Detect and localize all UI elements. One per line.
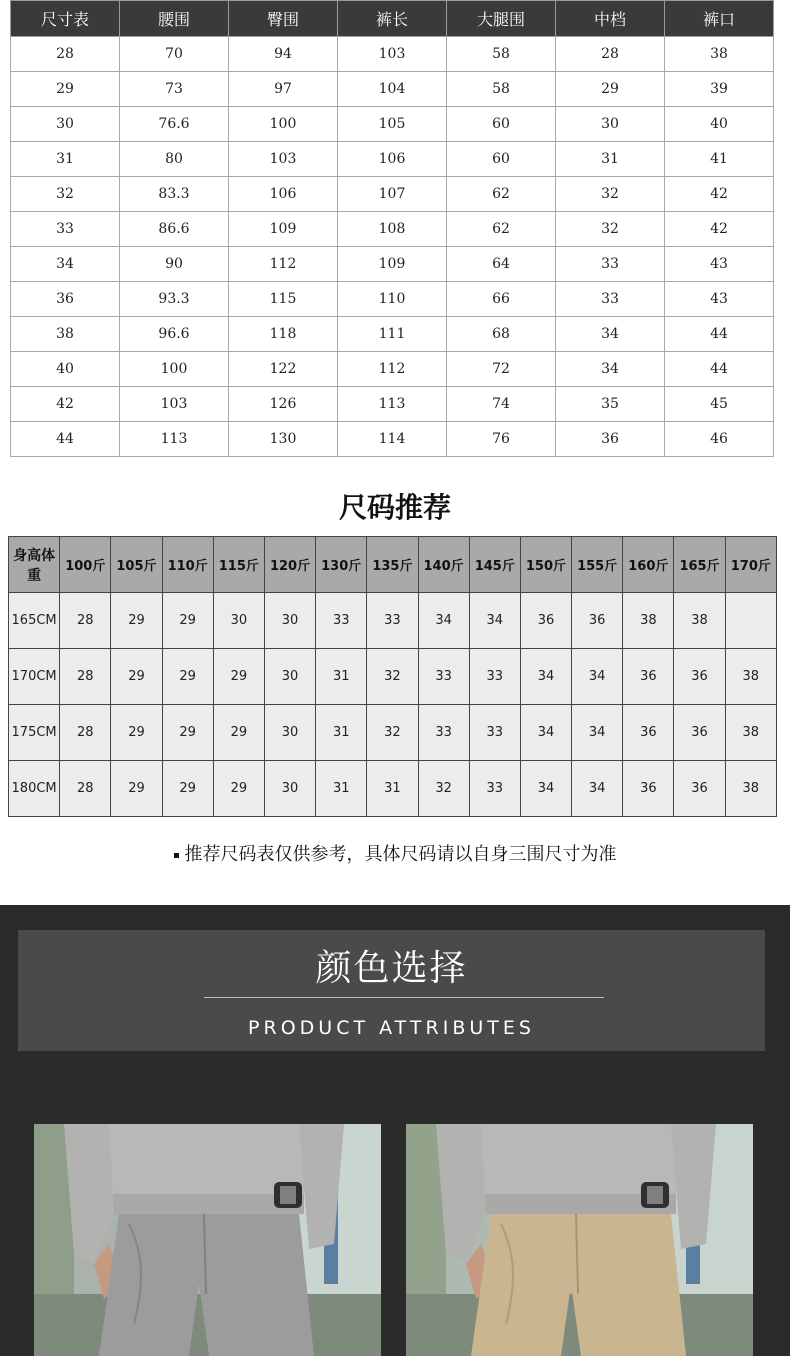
size-table-cell: 28 <box>556 37 665 72</box>
recommendation-cell: 32 <box>367 649 418 705</box>
size-table-row <box>11 107 774 142</box>
size-table-cell: 41 <box>665 142 774 177</box>
size-table-cell: 40 <box>11 352 120 387</box>
size-table-cell: 28 <box>11 37 120 72</box>
recommendation-header-cell: 160斤 <box>623 537 674 593</box>
recommendation-cell: 30 <box>213 593 264 649</box>
recommendation-cell: 29 <box>162 649 213 705</box>
size-table-cell: 109 <box>229 212 338 247</box>
recommendation-title: 尺码推荐 <box>338 491 451 524</box>
recommendation-row <box>9 649 777 705</box>
size-table-cell: 111 <box>338 317 447 352</box>
recommendation-cell: 33 <box>367 593 418 649</box>
size-table-row <box>11 212 774 247</box>
size-table-cell: 30 <box>556 107 665 142</box>
recommendation-cell: 30 <box>264 593 315 649</box>
recommendation-header-row <box>9 537 777 593</box>
recommendation-header-cell: 130斤 <box>316 537 367 593</box>
size-table <box>10 0 774 457</box>
size-table-cell: 42 <box>11 387 120 422</box>
recommendation-cell: 180CM <box>9 761 60 817</box>
size-table-cell: 122 <box>229 352 338 387</box>
size-table-cell: 90 <box>120 247 229 282</box>
size-table-cell: 108 <box>338 212 447 247</box>
recommendation-cell: 38 <box>725 705 776 761</box>
size-table-header-cell: 中档 <box>556 1 665 37</box>
size-table-header-cell: 裤口 <box>665 1 774 37</box>
recommendation-header-cell: 140斤 <box>418 537 469 593</box>
size-table-cell: 35 <box>556 387 665 422</box>
size-table-row <box>11 142 774 177</box>
size-table-cell: 33 <box>11 212 120 247</box>
size-table-cell: 46 <box>665 422 774 457</box>
size-table-cell: 34 <box>556 317 665 352</box>
recommendation-cell: 34 <box>572 649 623 705</box>
size-table-cell: 112 <box>229 247 338 282</box>
size-table-row <box>11 422 774 457</box>
size-table-header-cell: 大腿围 <box>447 1 556 37</box>
recommendation-cell: 30 <box>264 705 315 761</box>
recommendation-cell: 175CM <box>9 705 60 761</box>
size-table-cell: 86.6 <box>120 212 229 247</box>
recommendation-cell: 33 <box>418 705 469 761</box>
size-table-cell: 114 <box>338 422 447 457</box>
size-table-cell: 110 <box>338 282 447 317</box>
size-table-row <box>11 387 774 422</box>
size-table-cell: 100 <box>120 352 229 387</box>
recommendation-cell: 38 <box>674 593 725 649</box>
recommendation-header-cell: 135斤 <box>367 537 418 593</box>
size-table-cell: 58 <box>447 37 556 72</box>
recommendation-cell: 34 <box>572 761 623 817</box>
recommendation-cell: 32 <box>418 761 469 817</box>
size-table-cell: 60 <box>447 142 556 177</box>
recommendation-cell: 29 <box>213 761 264 817</box>
size-table-cell: 44 <box>665 317 774 352</box>
size-table-cell: 64 <box>447 247 556 282</box>
size-table-cell: 44 <box>11 422 120 457</box>
recommendation-cell: 34 <box>418 593 469 649</box>
recommendation-header-cell: 100斤 <box>60 537 111 593</box>
recommendation-cell: 34 <box>520 649 571 705</box>
recommendation-cell: 36 <box>674 705 725 761</box>
size-table-cell: 83.3 <box>120 177 229 212</box>
size-table-cell: 38 <box>11 317 120 352</box>
size-table-cell: 105 <box>338 107 447 142</box>
recommendation-cell: 29 <box>213 649 264 705</box>
recommendation-header-cell: 155斤 <box>572 537 623 593</box>
size-table-cell: 32 <box>556 177 665 212</box>
grey-pants-photo <box>34 1124 381 1356</box>
size-table-cell: 29 <box>11 72 120 107</box>
khaki-pants-photo <box>406 1124 753 1356</box>
recommendation-cell: 29 <box>111 649 162 705</box>
size-table-row <box>11 247 774 282</box>
size-table-cell: 103 <box>338 37 447 72</box>
recommendation-cell: 29 <box>111 761 162 817</box>
recommendation-cell: 38 <box>623 593 674 649</box>
size-table-body <box>11 37 774 457</box>
size-table-header-cell: 裤长 <box>338 1 447 37</box>
size-table-cell: 100 <box>229 107 338 142</box>
size-table-cell: 93.3 <box>120 282 229 317</box>
recommendation-cell: 36 <box>623 649 674 705</box>
recommendation-cell: 33 <box>469 649 520 705</box>
size-table-row <box>11 37 774 72</box>
recommendation-row <box>9 761 777 817</box>
color-section <box>0 905 790 1356</box>
size-table-cell: 43 <box>665 282 774 317</box>
size-table-cell: 113 <box>120 422 229 457</box>
recommendation-header-cell: 105斤 <box>111 537 162 593</box>
recommendation-body <box>9 593 777 817</box>
size-table-cell: 112 <box>338 352 447 387</box>
color-section-subtitle: PRODUCT ATTRIBUTES <box>248 1017 535 1039</box>
size-table-cell: 43 <box>665 247 774 282</box>
size-table-cell: 104 <box>338 72 447 107</box>
size-table-row <box>11 72 774 107</box>
recommendation-cell: 31 <box>316 649 367 705</box>
size-table-header-row <box>11 1 774 37</box>
recommendation-cell: 31 <box>367 761 418 817</box>
recommendation-cell: 29 <box>213 705 264 761</box>
recommendation-header-cell: 150斤 <box>520 537 571 593</box>
size-table-cell: 60 <box>447 107 556 142</box>
recommendation-header-cell: 110斤 <box>162 537 213 593</box>
size-table-cell: 31 <box>556 142 665 177</box>
size-table-cell: 106 <box>229 177 338 212</box>
size-table-cell: 72 <box>447 352 556 387</box>
recommendation-header-cell: 身高体重 <box>9 537 60 593</box>
size-table-header-cell: 尺寸表 <box>11 1 120 37</box>
recommendation-cell: 170CM <box>9 649 60 705</box>
recommendation-cell: 33 <box>418 649 469 705</box>
recommendation-cell <box>725 593 776 649</box>
recommendation-cell: 30 <box>264 761 315 817</box>
bullet-icon <box>174 853 179 858</box>
size-table-cell: 107 <box>338 177 447 212</box>
recommendation-cell: 28 <box>60 705 111 761</box>
size-table-cell: 130 <box>229 422 338 457</box>
recommendation-cell: 36 <box>623 705 674 761</box>
recommendation-cell: 29 <box>162 705 213 761</box>
size-table-cell: 40 <box>665 107 774 142</box>
size-table-row <box>11 317 774 352</box>
recommendation-cell: 34 <box>520 761 571 817</box>
size-table-row <box>11 177 774 212</box>
size-table-cell: 34 <box>11 247 120 282</box>
size-table-cell: 36 <box>556 422 665 457</box>
recommendation-cell: 29 <box>111 593 162 649</box>
recommendation-header-cell: 170斤 <box>725 537 776 593</box>
recommendation-cell: 33 <box>469 705 520 761</box>
recommendation-cell: 36 <box>520 593 571 649</box>
recommendation-header-cell: 120斤 <box>264 537 315 593</box>
recommendation-header-cell: 165斤 <box>674 537 725 593</box>
size-table-cell: 96.6 <box>120 317 229 352</box>
size-table-cell: 97 <box>229 72 338 107</box>
recommendation-cell: 29 <box>162 761 213 817</box>
recommendation-cell: 36 <box>623 761 674 817</box>
size-table-cell: 29 <box>556 72 665 107</box>
size-table-cell: 118 <box>229 317 338 352</box>
size-table-cell: 33 <box>556 247 665 282</box>
size-table-cell: 74 <box>447 387 556 422</box>
size-table-header-cell: 腰围 <box>120 1 229 37</box>
recommendation-note <box>0 840 790 866</box>
size-table-cell: 126 <box>229 387 338 422</box>
recommendation-cell: 31 <box>316 705 367 761</box>
size-table-header-cell: 臀围 <box>229 1 338 37</box>
recommendation-cell: 28 <box>60 761 111 817</box>
recommendation-header-cell: 115斤 <box>213 537 264 593</box>
size-table-cell: 31 <box>11 142 120 177</box>
size-table-cell: 76.6 <box>120 107 229 142</box>
size-table-cell: 109 <box>338 247 447 282</box>
recommendation-cell: 28 <box>60 649 111 705</box>
recommendation-cell: 34 <box>520 705 571 761</box>
size-table-cell: 106 <box>338 142 447 177</box>
recommendation-cell: 28 <box>60 593 111 649</box>
size-table-row <box>11 282 774 317</box>
size-table-cell: 76 <box>447 422 556 457</box>
recommendation-cell: 32 <box>367 705 418 761</box>
recommendation-cell: 33 <box>469 761 520 817</box>
size-table-cell: 113 <box>338 387 447 422</box>
size-table-cell: 32 <box>556 212 665 247</box>
recommendation-cell: 165CM <box>9 593 60 649</box>
size-table-row <box>11 352 774 387</box>
recommendation-header-cell: 145斤 <box>469 537 520 593</box>
recommendation-cell: 34 <box>572 705 623 761</box>
recommendation-cell: 38 <box>725 649 776 705</box>
recommendation-cell: 36 <box>674 649 725 705</box>
size-table-cell: 45 <box>665 387 774 422</box>
size-table-cell: 80 <box>120 142 229 177</box>
recommendation-cell: 29 <box>111 705 162 761</box>
size-table-cell: 32 <box>11 177 120 212</box>
size-table-cell: 103 <box>229 142 338 177</box>
divider <box>204 997 604 998</box>
size-table-cell: 36 <box>11 282 120 317</box>
recommendation-cell: 31 <box>316 761 367 817</box>
recommendation-row <box>9 593 777 649</box>
size-table-cell: 38 <box>665 37 774 72</box>
size-table-cell: 39 <box>665 72 774 107</box>
recommendation-cell: 38 <box>725 761 776 817</box>
recommendation-row <box>9 705 777 761</box>
size-table-cell: 30 <box>11 107 120 142</box>
size-table-cell: 73 <box>120 72 229 107</box>
recommendation-cell: 36 <box>572 593 623 649</box>
size-table-cell: 115 <box>229 282 338 317</box>
size-table-cell: 103 <box>120 387 229 422</box>
size-table-cell: 58 <box>447 72 556 107</box>
recommendation-cell: 34 <box>469 593 520 649</box>
size-table-cell: 42 <box>665 177 774 212</box>
size-table-cell: 42 <box>665 212 774 247</box>
color-section-title: 颜色选择 <box>315 948 468 989</box>
size-table-cell: 34 <box>556 352 665 387</box>
recommendation-cell: 36 <box>674 761 725 817</box>
size-table-cell: 44 <box>665 352 774 387</box>
recommendation-table <box>8 536 777 817</box>
recommendation-cell: 30 <box>264 649 315 705</box>
color-banner <box>18 930 765 1051</box>
size-table-cell: 33 <box>556 282 665 317</box>
size-table-cell: 70 <box>120 37 229 72</box>
size-table-cell: 66 <box>447 282 556 317</box>
size-table-cell: 62 <box>447 212 556 247</box>
size-table-cell: 68 <box>447 317 556 352</box>
size-table-cell: 62 <box>447 177 556 212</box>
size-table-cell: 94 <box>229 37 338 72</box>
recommendation-cell: 29 <box>162 593 213 649</box>
recommendation-cell: 33 <box>316 593 367 649</box>
recommendation-note-text: 推荐尺码表仅供参考，具体尺码请以自身三围尺寸为准 <box>184 844 617 865</box>
